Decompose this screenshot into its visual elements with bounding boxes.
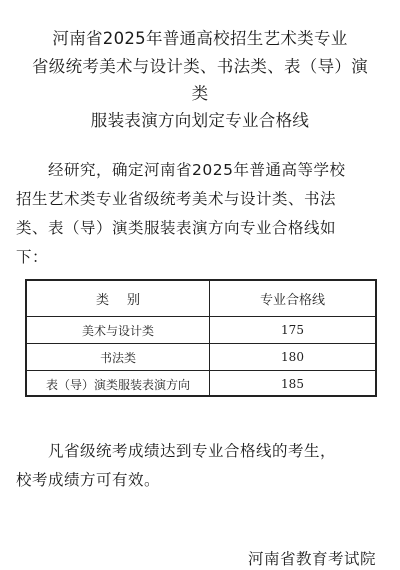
score-table: [25, 279, 377, 397]
table-row: [27, 371, 375, 398]
category-cell: 表（导）演类服装表演方向: [27, 371, 210, 398]
category-cell: 美术与设计类: [27, 317, 210, 344]
score-cell: 175: [210, 317, 376, 344]
intro-paragraph-line-1: 经研究，确定河南省2025年普通高等学校: [48, 161, 346, 179]
table-header-row: [27, 281, 375, 317]
score-cell: 185: [210, 371, 376, 398]
table-row: [27, 344, 375, 371]
document-title-line-3: 类: [191, 84, 209, 103]
intro-paragraph-line-2: 招生艺术类专业省级统考美术与设计类、书法: [16, 190, 337, 208]
score-cell: 180: [210, 344, 376, 371]
closing-paragraph-line-2: 校考成绩方可有效。: [16, 471, 161, 489]
intro-paragraph-line-3: 类、表（导）演类服装表演方向专业合格线如: [16, 219, 337, 237]
closing-paragraph-line-1: 凡省级统考成绩达到专业合格线的考生，: [48, 442, 337, 460]
table-header-category: 类别: [27, 281, 210, 317]
issuer-signature: 河南省教育考试院: [247, 550, 376, 568]
document-title-line-4: 服装表演方向划定专业合格线: [90, 111, 310, 130]
table-row: [27, 317, 375, 344]
intro-paragraph-line-4: 下：: [16, 248, 49, 266]
document-title-line-1: 河南省2025年普通高校招生艺术类专业: [52, 29, 348, 48]
document-title-line-2: 省级统考美术与设计类、书法类、表（导）演: [32, 57, 368, 76]
table-header-score: 专业合格线: [210, 281, 376, 317]
category-cell: 书法类: [27, 344, 210, 371]
